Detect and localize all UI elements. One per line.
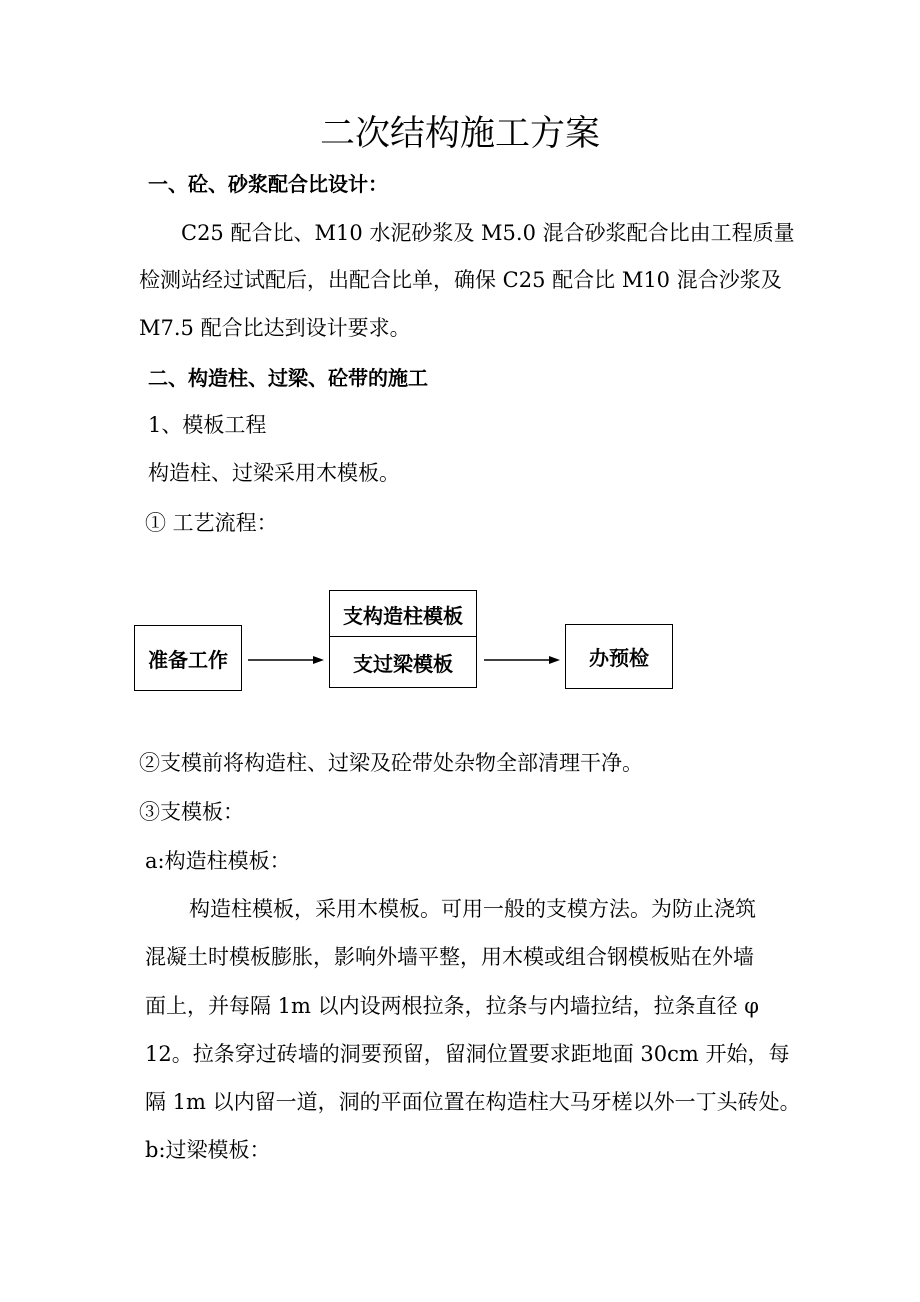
step-2-clean: ②支模前将构造柱、过梁及砼带处杂物全部清理干净。	[139, 751, 643, 775]
step-3-formwork: ③支模板：	[139, 800, 244, 824]
flow-box-beam-formwork: 支过梁模板	[329, 636, 477, 688]
section-2-heading: 二、构造柱、过梁、砼带的施工	[148, 366, 428, 390]
para-a-line-3: 面上，并每隔 1m 以内设两根拉条，拉条与内墙拉结，拉条直径 φ	[145, 994, 760, 1018]
subsection-a-column-formwork: a:构造柱模板：	[145, 849, 291, 873]
para-a-line-5: 隔 1m 以内留一道，洞的平面位置在构造柱大马牙槎以外一丁头砖处。	[145, 1090, 801, 1114]
section-1-line-2: 检测站经过试配后，出配合比单，确保 C25 配合比 M10 混合沙浆及	[139, 268, 782, 292]
subsection-b-beam-formwork: b:过梁模板：	[145, 1138, 271, 1162]
subsection-formwork: 1、模板工程	[148, 413, 267, 437]
flow-arrow-2	[482, 652, 562, 668]
formwork-text: 构造柱、过梁采用木模板。	[148, 461, 400, 485]
page-title: 二次结构施工方案	[319, 114, 600, 154]
para-a-line-4: 12。拉条穿过砖墙的洞要预留，留洞位置要求距地面 30cm 开始，每	[145, 1042, 790, 1066]
flow-box-column-formwork: 支构造柱模板	[329, 590, 477, 638]
flow-box-prepare: 准备工作	[134, 625, 242, 691]
flow-arrow-1	[246, 652, 326, 668]
para-a-line-2: 混凝土时模板膨胀，影响外墙平整，用木模或组合钢模板贴在外墙	[145, 945, 754, 969]
section-1-line-1: C25 配合比、M10 水泥砂浆及 M5.0 混合砂浆配合比由工程质量	[181, 221, 795, 245]
section-1-line-3: M7.5 配合比达到设计要求。	[139, 316, 411, 340]
flow-box-pre-inspection: 办预检	[565, 624, 673, 689]
section-1-heading: 一、砼、砂浆配合比设计：	[148, 172, 388, 196]
para-a-line-1: 构造柱模板，采用木模板。可用一般的支模方法。为防止浇筑	[189, 897, 756, 921]
step-1-process-flow: ① 工艺流程：	[145, 511, 278, 535]
